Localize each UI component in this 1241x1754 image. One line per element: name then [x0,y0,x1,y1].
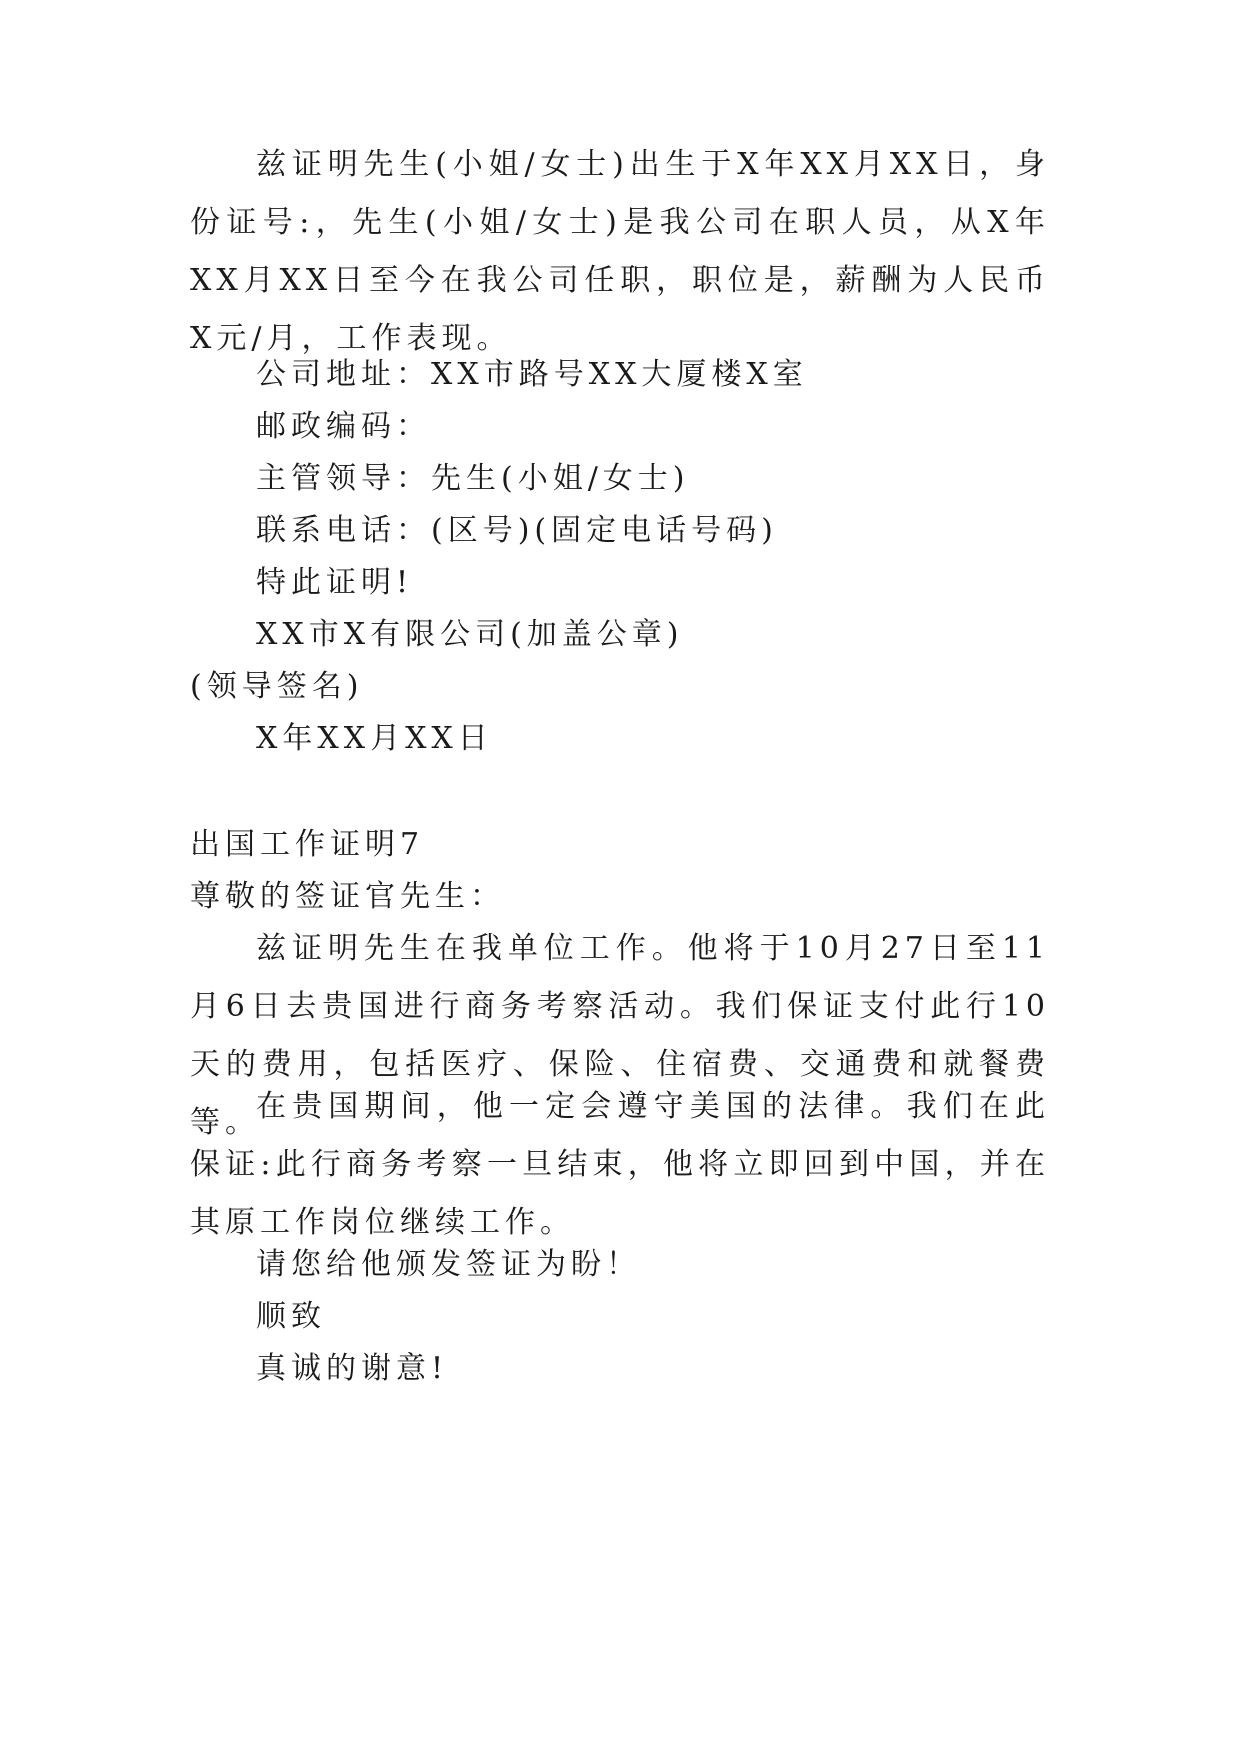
company-address: 公司地址：XX市路号XX大厦楼X室 [256,357,808,392]
visa-request: 请您给他颁发签证为盼！ [256,1247,641,1282]
section-heading: 出国工作证明7 [190,827,425,862]
postcode: 邮政编码： [256,409,431,444]
closing-statement: 特此证明! [256,565,414,600]
intro-paragraph: 兹证明先生(小姐/女士)出生于X年XX月XX日，身份证号:，先生(小姐/女士)是我公司在职人员，从X年XX月XX日至今在我公司任职，职位是，薪酬为人民币X元/月，工作表现。 [190,147,1050,356]
body-paragraph-1: 兹证明先生在我单位工作。他将于10月27日至11月6日去贵国进行商务考察活动。我们保证支付此行10天的费用，包括医疗、保险、住宿费、交通费和就餐费等。 [190,931,1050,1140]
body-paragraph-2: 在贵国期间，他一定会遵守美国的法律。我们在此保证:此行商务考察一旦结束，他将立即回到中国，并在其原工作岗位继续工作。 [190,1089,1050,1240]
company-seal-line: XX市X有限公司(加盖公章) [256,617,684,652]
regards: 顺致 [256,1299,326,1334]
date-line: X年XX月XX日 [256,721,493,756]
supervisor: 主管领导：先生(小姐/女士) [256,461,690,496]
leader-signature: (领导签名) [190,669,364,704]
thanks: 真诚的谢意! [256,1351,449,1386]
salutation: 尊敬的签证官先生： [190,879,505,914]
contact-phone: 联系电话：(区号)(固定电话号码) [256,513,778,548]
